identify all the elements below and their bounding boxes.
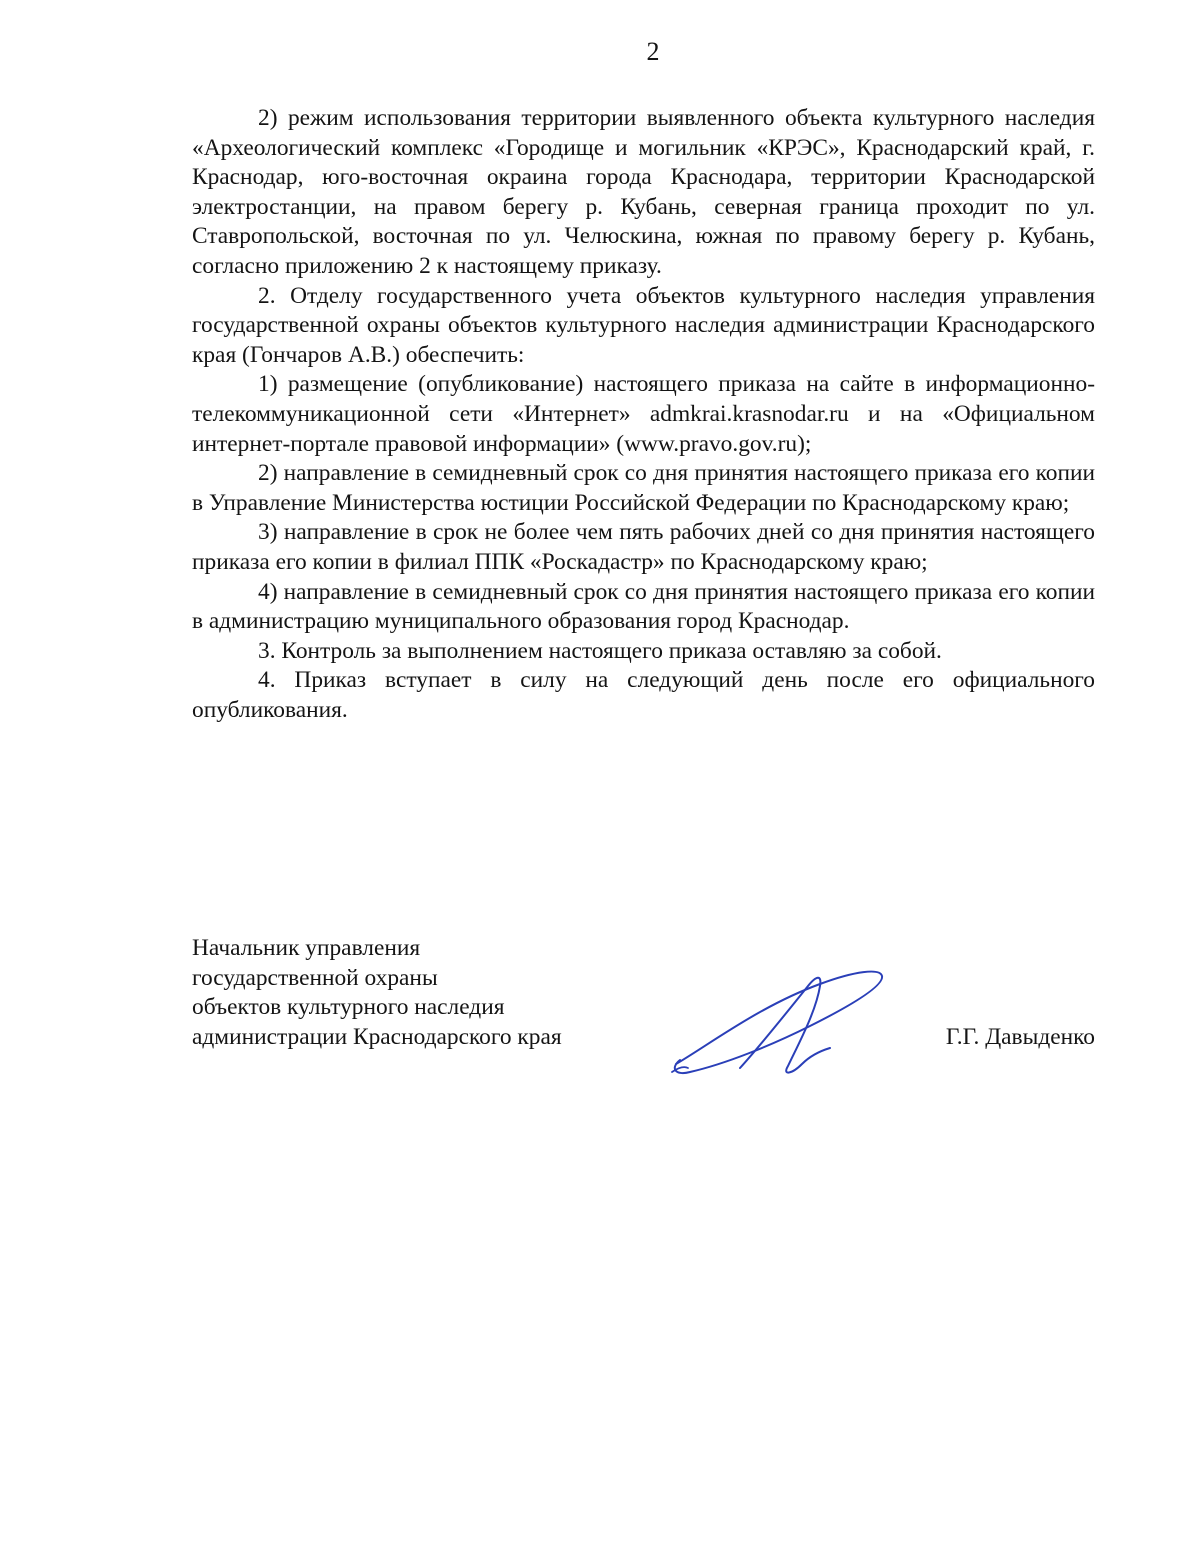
paragraph-entry-into-force: 4. Приказ вступает в силу на следующий день после его официального опубликования. [192,667,1095,723]
paragraph-roskadastr-copy: 3) направление в срок не более чем пять рабочих дней со дня принятия настоящего приказа его копии в филиал ППК «Роскадастр» по Краснодарскому краю; [192,519,1095,575]
paragraph-department-duties: 2. Отделу государственного учета объектов культурного наследия управления государственной охраны объектов культурного наследия администрации Краснодарского края (Гончаров А.В.) обеспечить: [192,282,1095,368]
paragraph-ministry-copy: 2) направление в семидневный срок со дня принятия настоящего приказа его копии в Управление Министерства юстиции Российской Федерации по Краснодарскому краю; [192,460,1095,516]
signatory-name: Г.Г. Давыденко [945,1023,1095,1050]
paragraph-territory-regime: 2) режим использования территории выявленного объекта культурного наследия «Археологический комплекс «Городище и могильник «КРЭС», Краснодарский край, г. Краснодар, юго-восточная окраина города Краснодара, территории Краснодарской электростанции, на правом берегу р. Кубань, северная граница проходит по ул. Ставропольской, восточная по ул. Челюскина, южная по правому берегу р. Кубань, согласно приложению 2 к настоящему приказу. [192,105,1095,279]
signatory-title-line: объектов культурного наследия [192,994,505,1021]
signatory-title-line: администрации Краснодарского края [192,1023,562,1050]
page-number: 2 [646,37,660,66]
signatory-title-line: Начальник управления [192,935,421,961]
signatory-title-line: государственной охраны [192,964,438,991]
paragraph-municipality-copy: 4) направление в семидневный срок со дня принятия настоящего приказа его копии в администрацию муниципального образования город Краснодар. [192,578,1095,635]
order-body [192,104,1095,725]
handwritten-signature [670,956,900,1086]
paragraph-control: 3. Контроль за выполнением настоящего приказа оставляю за собой. [258,637,942,664]
signatory-title [192,934,562,1052]
paragraph-publication: 1) размещение (опубликование) настоящего приказа на сайте в информационно-телекоммуникационной сети «Интернет» admkrai.krasnodar.ru и на «Официальном интернет-портале правовой информации» (www.pravo.gov.ru); [192,371,1095,457]
signature-block [192,934,1095,1084]
